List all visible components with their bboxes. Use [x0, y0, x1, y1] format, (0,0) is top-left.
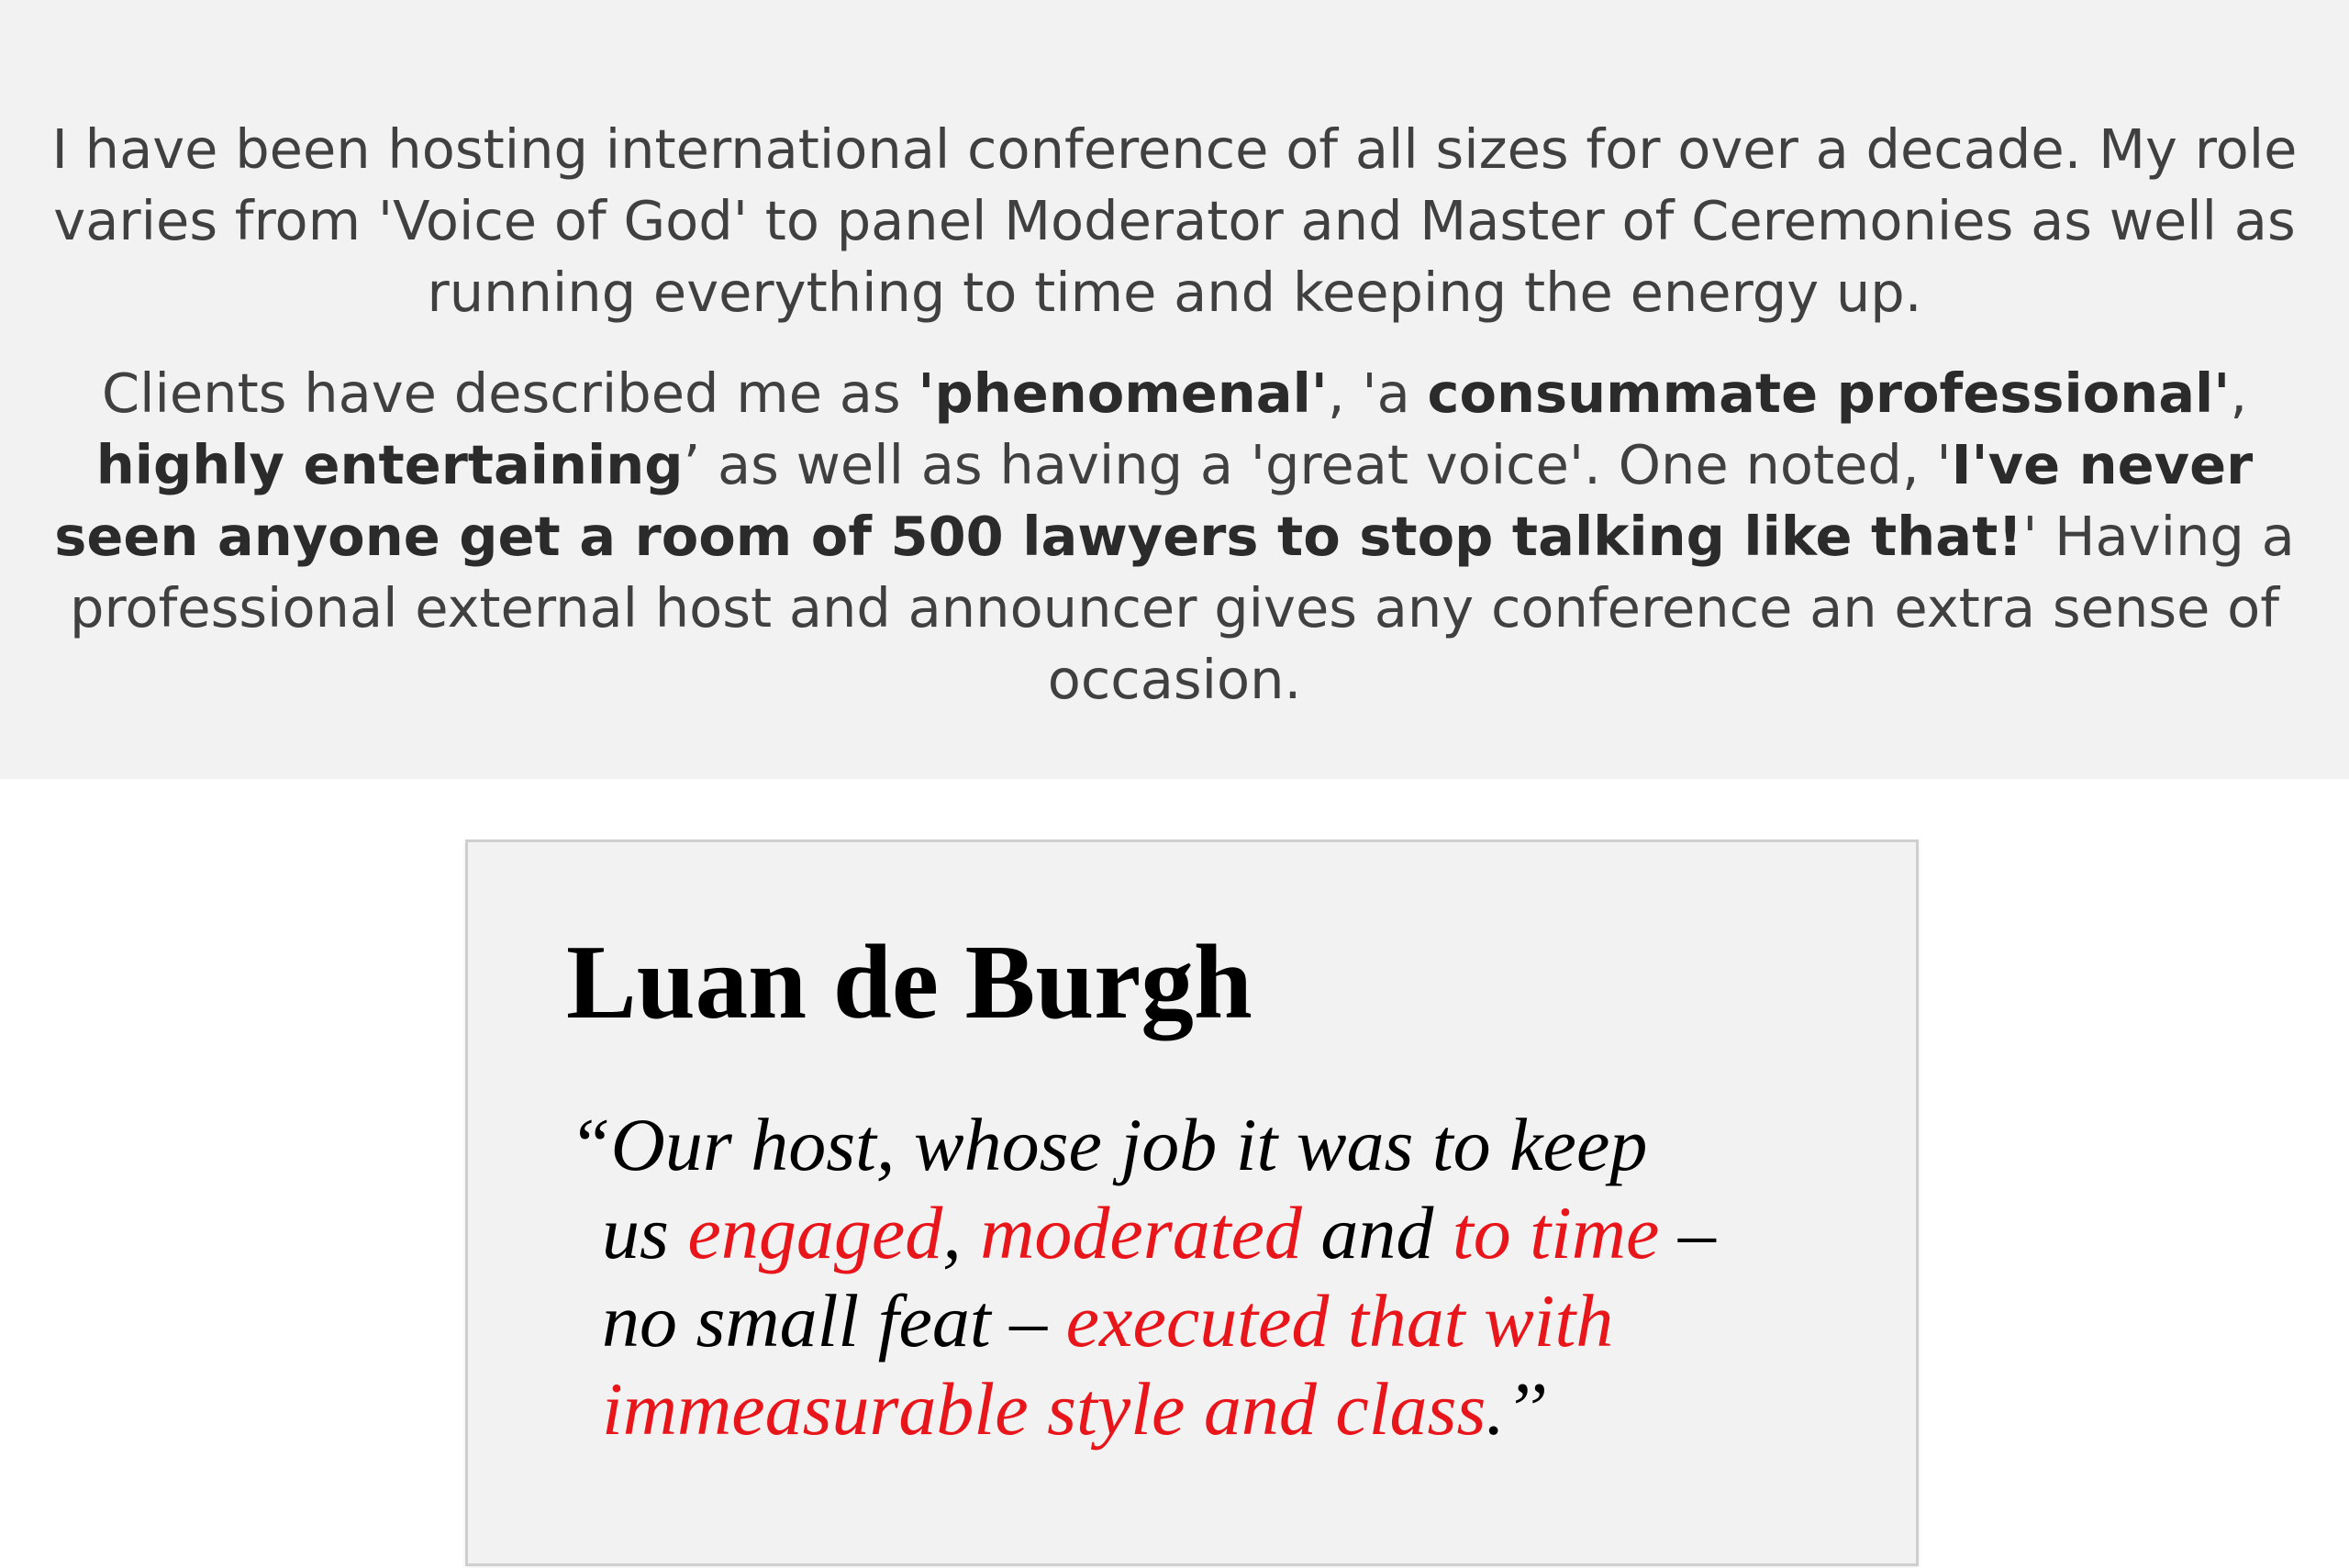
testimonial-author: Luan de Burgh [566, 924, 1252, 1040]
quote-text: and [1301, 1191, 1453, 1274]
quote-consummate-professional: consummate professional' [1427, 361, 2231, 425]
clients-text: Clients have described me as [101, 361, 918, 425]
clients-text: , [2230, 361, 2248, 425]
quote-text: , [942, 1191, 981, 1274]
highlight-to-time: to time [1452, 1191, 1660, 1274]
quote-text: us [602, 1191, 688, 1274]
testimonial-card [465, 840, 1919, 1566]
highlight-style-and-class: immeasurable style and class [602, 1367, 1486, 1451]
highlight-moderated: moderated [980, 1191, 1302, 1274]
quote-line-2 [569, 1189, 1716, 1277]
intro-paragraph-clients [28, 358, 2321, 716]
testimonial-quote [569, 1101, 1716, 1453]
clients-text: ’ as well as having a 'great voice'. One noted, ' [683, 433, 1952, 496]
quote-line-3 [569, 1277, 1716, 1365]
highlight-engaged: engaged [687, 1191, 943, 1274]
highlight-executed: executed that with [1065, 1279, 1614, 1362]
quote-text: .’’ [1486, 1367, 1547, 1451]
quote-highly-entertaining: highly entertaining [95, 433, 684, 496]
quote-text: no small feat – [602, 1279, 1066, 1362]
clients-text: , 'a [1327, 361, 1428, 425]
quote-line-1: “Our host, whose job it was to keep [569, 1103, 1648, 1186]
quote-text: – [1659, 1191, 1716, 1274]
quote-500-lawyers: I've never seen anyone get a room of 500 lawyers to stop talking like that! [54, 433, 2254, 568]
quote-phenomenal: 'phenomenal' [918, 361, 1328, 425]
clients-text: ' Having a professional external host and announcer gives any conference an extra sense of occasion. [70, 505, 2295, 711]
quote-line-4 [569, 1365, 1716, 1453]
intro-paragraph-experience: I have been hosting international conference of all sizes for over a decade. My role varies from 'Voice of God' to panel Moderator and Master of Ceremonies as well as running everything to time and keeping the energy up. [51, 117, 2298, 324]
intro-section [0, 0, 2349, 779]
